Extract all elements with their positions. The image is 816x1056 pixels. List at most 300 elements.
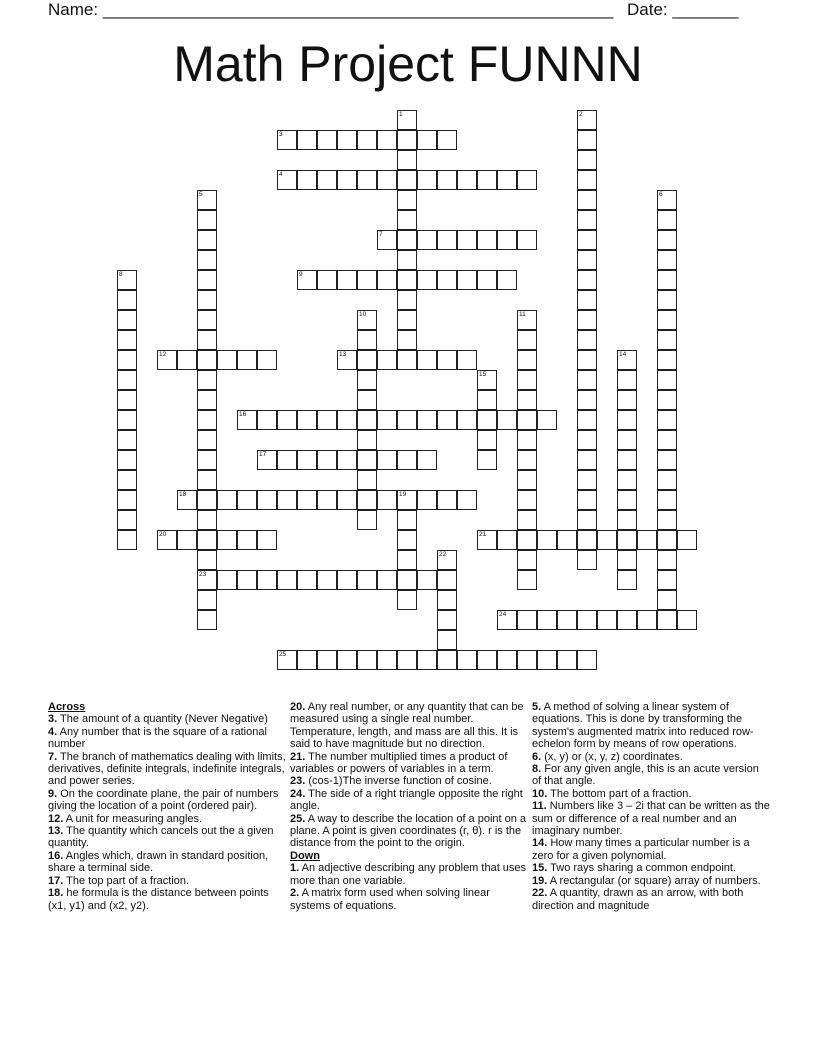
crossword-cell[interactable] — [397, 330, 417, 350]
crossword-cell[interactable] — [397, 230, 417, 250]
crossword-cell[interactable] — [497, 530, 517, 550]
crossword-cell[interactable] — [197, 410, 217, 430]
crossword-cell[interactable] — [617, 550, 637, 570]
crossword-cell[interactable] — [417, 230, 437, 250]
crossword-cell[interactable] — [377, 130, 397, 150]
crossword-cell[interactable] — [617, 570, 637, 590]
crossword-cell[interactable] — [437, 630, 457, 650]
clue-text: Angles which, drawn in standard position, share a terminal side. — [48, 849, 269, 875]
crossword-cell[interactable] — [497, 230, 517, 250]
crossword-cell[interactable] — [397, 210, 417, 230]
crossword-cell[interactable] — [357, 390, 377, 410]
crossword-cell[interactable] — [317, 130, 337, 150]
crossword-cell[interactable] — [657, 390, 677, 410]
crossword-cell[interactable] — [537, 410, 557, 430]
crossword-cell[interactable] — [277, 410, 297, 430]
clue-number-label: 10 — [359, 311, 367, 318]
clue-number: 11. — [532, 800, 547, 813]
crossword-cell[interactable] — [317, 570, 337, 590]
clue-number: 23. — [290, 775, 306, 788]
clue-number: 6. — [532, 750, 542, 763]
crossword-cell[interactable] — [457, 650, 477, 670]
crossword-cell[interactable] — [657, 370, 677, 390]
clue-text: The bottom part of a fraction. — [547, 787, 692, 800]
crossword-cell[interactable] — [397, 450, 417, 470]
crossword-cell[interactable] — [637, 530, 657, 550]
crossword-cell[interactable] — [437, 350, 457, 370]
crossword-cell[interactable] — [617, 370, 637, 390]
crossword-cell[interactable] — [397, 570, 417, 590]
crossword-cell[interactable] — [657, 550, 677, 570]
crossword-cell[interactable] — [617, 510, 637, 530]
clue-text: Any number that is the square of a rational number — [48, 725, 267, 751]
crossword-cell[interactable] — [517, 390, 537, 410]
crossword-cell[interactable] — [357, 350, 377, 370]
crossword-cell[interactable] — [477, 430, 497, 450]
clue-number-label: 3 — [279, 131, 283, 138]
crossword-cell[interactable] — [577, 370, 597, 390]
crossword-cell[interactable] — [597, 530, 617, 550]
crossword-cell[interactable] — [517, 610, 537, 630]
clue-text: The amount of a quantity (Never Negative) — [57, 713, 268, 726]
crossword-cell[interactable] — [437, 570, 457, 590]
crossword-cell[interactable] — [557, 530, 577, 550]
crossword-cell[interactable] — [257, 410, 277, 430]
crossword-cell[interactable] — [577, 290, 597, 310]
clue-text: Two rays sharing a common endpoint. — [547, 862, 737, 875]
crossword-cell[interactable] — [357, 470, 377, 490]
crossword-cell[interactable] — [397, 170, 417, 190]
crossword-cell[interactable] — [397, 410, 417, 430]
crossword-cell[interactable] — [397, 310, 417, 330]
crossword-cell[interactable] — [477, 410, 497, 430]
crossword-cell[interactable] — [537, 650, 557, 670]
crossword-cell[interactable] — [117, 370, 137, 390]
crossword-cell[interactable] — [237, 350, 257, 370]
crossword-cell[interactable] — [297, 170, 317, 190]
crossword-cell[interactable] — [477, 230, 497, 250]
crossword-cell[interactable] — [617, 530, 637, 550]
crossword-cell[interactable] — [197, 510, 217, 530]
crossword-cell[interactable] — [577, 610, 597, 630]
crossword-cell[interactable] — [657, 530, 677, 550]
crossword-cell[interactable] — [517, 350, 537, 370]
crossword-cell[interactable] — [357, 170, 377, 190]
crossword-cell[interactable] — [437, 130, 457, 150]
crossword-cell[interactable] — [577, 530, 597, 550]
crossword-cell[interactable] — [317, 450, 337, 470]
crossword-cell[interactable] — [177, 530, 197, 550]
crossword-cell[interactable] — [437, 230, 457, 250]
crossword-cell[interactable] — [457, 270, 477, 290]
crossword-cell[interactable] — [517, 550, 537, 570]
crossword-cell[interactable] — [197, 430, 217, 450]
crossword-cell[interactable] — [577, 270, 597, 290]
crossword-cell[interactable] — [417, 450, 437, 470]
crossword-cell[interactable] — [437, 270, 457, 290]
clue-item — [290, 813, 528, 850]
crossword-cell[interactable] — [357, 330, 377, 350]
crossword-cell[interactable] — [577, 210, 597, 230]
date-field-label: Date: _______ — [627, 0, 739, 19]
crossword-cell[interactable] — [577, 450, 597, 470]
crossword-cell[interactable] — [437, 610, 457, 630]
clue-item — [532, 862, 770, 874]
crossword-cell[interactable] — [257, 530, 277, 550]
crossword-cell[interactable] — [417, 130, 437, 150]
crossword-cell[interactable] — [357, 410, 377, 430]
crossword-cell[interactable] — [257, 570, 277, 590]
clue-text: (cos-1)The inverse function of cosine. — [305, 775, 492, 788]
crossword-cell[interactable] — [117, 470, 137, 490]
crossword-cell[interactable] — [657, 510, 677, 530]
crossword-cell[interactable] — [177, 350, 197, 370]
crossword-cell[interactable] — [657, 230, 677, 250]
clues-column-2 — [290, 701, 528, 912]
crossword-cell[interactable] — [557, 650, 577, 670]
crossword-cell[interactable] — [477, 650, 497, 670]
crossword-cell[interactable] — [197, 450, 217, 470]
crossword-cell[interactable] — [617, 450, 637, 470]
crossword-cell[interactable] — [417, 350, 437, 370]
crossword-cell[interactable] — [577, 150, 597, 170]
crossword-cell[interactable] — [657, 470, 677, 490]
clue-text: A way to describe the location of a point on a plane. A point is given coordinates (r, θ). r is the distance from the point to the origin. — [290, 812, 527, 850]
crossword-cell[interactable] — [397, 650, 417, 670]
crossword-cell[interactable] — [517, 370, 537, 390]
crossword-cell[interactable] — [377, 650, 397, 670]
crossword-cell[interactable] — [417, 270, 437, 290]
clue-number: 17. — [48, 874, 64, 887]
clue-number-label: 6 — [659, 191, 663, 198]
clue-item — [48, 887, 286, 912]
crossword-cell[interactable] — [657, 430, 677, 450]
crossword-cell[interactable] — [397, 250, 417, 270]
crossword-cell[interactable] — [357, 490, 377, 510]
crossword-cell[interactable] — [357, 650, 377, 670]
crossword-cell[interactable] — [477, 170, 497, 190]
crossword-cell[interactable] — [577, 250, 597, 270]
crossword-cell[interactable] — [537, 610, 557, 630]
clue-number: 5. — [532, 701, 542, 713]
crossword-cell[interactable] — [517, 230, 537, 250]
crossword-cell[interactable] — [577, 350, 597, 370]
crossword-cell[interactable] — [397, 590, 417, 610]
crossword-cell[interactable] — [577, 330, 597, 350]
clue-number: 9. — [48, 787, 58, 800]
crossword-cell[interactable] — [197, 310, 217, 330]
crossword-cell[interactable] — [197, 270, 217, 290]
crossword-cell[interactable] — [337, 650, 357, 670]
crossword-cell[interactable] — [337, 410, 357, 430]
crossword-cell[interactable] — [517, 510, 537, 530]
crossword-cell[interactable] — [337, 130, 357, 150]
crossword-cell[interactable] — [197, 230, 217, 250]
crossword-cell[interactable] — [417, 650, 437, 670]
crossword-cell[interactable] — [617, 410, 637, 430]
clue-number-label: 7 — [379, 231, 383, 238]
crossword-cell[interactable] — [657, 310, 677, 330]
crossword-cell[interactable] — [397, 190, 417, 210]
crossword-cell[interactable] — [637, 610, 657, 630]
crossword-cell[interactable] — [657, 450, 677, 470]
crossword-cell[interactable] — [617, 390, 637, 410]
page-title: Math Project FUNNN — [173, 36, 643, 92]
crossword-cell[interactable] — [197, 490, 217, 510]
crossword-cell[interactable] — [457, 350, 477, 370]
clue-text: An adjective describing any problem that uses more than one variable. — [290, 862, 527, 887]
crossword-cell[interactable] — [497, 270, 517, 290]
crossword-cell[interactable] — [337, 490, 357, 510]
crossword-cell[interactable] — [577, 550, 597, 570]
clue-number-label: 21 — [479, 531, 487, 538]
crossword-cell[interactable] — [577, 230, 597, 250]
crossword-cell[interactable] — [397, 150, 417, 170]
crossword-cell[interactable] — [117, 290, 137, 310]
crossword-cell[interactable] — [117, 450, 137, 470]
crossword-cell[interactable] — [457, 490, 477, 510]
crossword-cell[interactable] — [617, 470, 637, 490]
crossword-cell[interactable] — [357, 570, 377, 590]
crossword-cell[interactable] — [517, 330, 537, 350]
crossword-cell[interactable] — [377, 170, 397, 190]
crossword-cell[interactable] — [377, 410, 397, 430]
crossword-cell[interactable] — [217, 350, 237, 370]
crossword-cell[interactable] — [277, 490, 297, 510]
crossword-cell[interactable] — [497, 410, 517, 430]
crossword-cell[interactable] — [377, 450, 397, 470]
crossword-cell[interactable] — [317, 650, 337, 670]
crossword-cell[interactable] — [497, 170, 517, 190]
crossword-cell[interactable] — [337, 450, 357, 470]
crossword-cell[interactable] — [437, 170, 457, 190]
crossword-cell[interactable] — [657, 590, 677, 610]
crossword-cell[interactable] — [377, 490, 397, 510]
crossword-cell[interactable] — [657, 490, 677, 510]
crossword-cell[interactable] — [197, 390, 217, 410]
crossword-cell[interactable] — [317, 490, 337, 510]
crossword-cell[interactable] — [517, 650, 537, 670]
crossword-cell[interactable] — [377, 350, 397, 370]
clue-text: A matrix form used when solving linear systems of equations. — [290, 887, 490, 912]
crossword-cell[interactable] — [537, 530, 557, 550]
crossword-cell[interactable] — [657, 250, 677, 270]
crossword-cell[interactable] — [397, 510, 417, 530]
crossword-cell[interactable] — [657, 270, 677, 290]
crossword-cell[interactable] — [217, 570, 237, 590]
crossword-cell[interactable] — [657, 570, 677, 590]
crossword-cell[interactable] — [117, 410, 137, 430]
crossword-cell[interactable] — [577, 510, 597, 530]
crossword-cell[interactable] — [517, 570, 537, 590]
crossword-cell[interactable] — [577, 310, 597, 330]
clue-number: 15. — [532, 862, 548, 875]
crossword-cell[interactable] — [197, 590, 217, 610]
crossword-cell[interactable] — [557, 610, 577, 630]
crossword-cell[interactable] — [457, 230, 477, 250]
crossword-cell[interactable] — [577, 170, 597, 190]
crossword-cell[interactable] — [197, 370, 217, 390]
crossword-cell[interactable] — [477, 450, 497, 470]
crossword-cell[interactable] — [437, 650, 457, 670]
crossword-cell[interactable] — [217, 490, 237, 510]
crossword-cell[interactable] — [377, 270, 397, 290]
crossword-cell[interactable] — [577, 130, 597, 150]
crossword-cell[interactable] — [437, 410, 457, 430]
crossword-cell[interactable] — [657, 210, 677, 230]
clue-item — [48, 713, 286, 725]
crossword-cell[interactable] — [417, 570, 437, 590]
crossword-cell[interactable] — [197, 610, 217, 630]
clue-number: 22. — [532, 887, 548, 900]
crossword-cell[interactable] — [217, 530, 237, 550]
crossword-cell[interactable] — [577, 490, 597, 510]
clue-item — [48, 875, 286, 887]
clue-item — [290, 887, 528, 912]
clue-number-label: 1 — [399, 111, 403, 118]
crossword-cell[interactable] — [317, 170, 337, 190]
crossword-cell[interactable] — [117, 310, 137, 330]
crossword-cell[interactable] — [317, 270, 337, 290]
crossword-cell[interactable] — [437, 490, 457, 510]
crossword-cell[interactable] — [577, 430, 597, 450]
crossword-cell[interactable] — [457, 170, 477, 190]
crossword-cell[interactable] — [517, 490, 537, 510]
crossword-cell[interactable] — [517, 530, 537, 550]
crossword-cell[interactable] — [357, 270, 377, 290]
crossword-cell[interactable] — [337, 570, 357, 590]
crossword-cell[interactable] — [617, 610, 637, 630]
crossword-cell[interactable] — [337, 170, 357, 190]
crossword-cell[interactable] — [657, 350, 677, 370]
crossword-cell[interactable] — [577, 470, 597, 490]
crossword-cell[interactable] — [257, 490, 277, 510]
crossword-cell[interactable] — [357, 430, 377, 450]
crossword-cell[interactable] — [517, 170, 537, 190]
crossword-cell[interactable] — [517, 430, 537, 450]
crossword-cell[interactable] — [277, 570, 297, 590]
crossword-cell[interactable] — [197, 210, 217, 230]
crossword-cell[interactable] — [397, 550, 417, 570]
crossword-cell[interactable] — [197, 470, 217, 490]
crossword-cell[interactable] — [117, 430, 137, 450]
crossword-cell[interactable] — [237, 570, 257, 590]
clue-text: Any real number, or any quantity that can be measured using a single real number. Temperature, length, and mass are all this. It is said to have magnitude but no direction. — [290, 701, 524, 751]
crossword-cell[interactable] — [417, 410, 437, 430]
clue-item — [532, 875, 770, 887]
crossword-cell[interactable] — [417, 490, 437, 510]
clue-number-label: 19 — [399, 491, 407, 498]
crossword-cell[interactable] — [117, 330, 137, 350]
crossword-cell[interactable] — [577, 390, 597, 410]
clue-text: The number multiplied times a product of variables or powers of variables in a term. — [290, 750, 508, 776]
crossword-cell[interactable] — [457, 410, 477, 430]
crossword-cell[interactable] — [117, 350, 137, 370]
crossword-cell[interactable] — [197, 330, 217, 350]
crossword-cell[interactable] — [297, 410, 317, 430]
crossword-cell[interactable] — [117, 510, 137, 530]
crossword-cell[interactable] — [197, 530, 217, 550]
crossword-cell[interactable] — [277, 450, 297, 470]
crossword-cell[interactable] — [657, 410, 677, 430]
clue-number: 18. — [48, 887, 64, 900]
crossword-cell[interactable] — [497, 650, 517, 670]
crossword-cell[interactable] — [677, 530, 697, 550]
clue-text: he formula is the distance between points (x1, y1) and (x2, y2). — [48, 887, 269, 912]
crossword-cell[interactable] — [357, 370, 377, 390]
crossword-cell[interactable] — [617, 490, 637, 510]
crossword-cell[interactable] — [577, 190, 597, 210]
crossword-cell[interactable] — [297, 650, 317, 670]
crossword-cell[interactable] — [197, 290, 217, 310]
crossword-cell[interactable] — [397, 290, 417, 310]
clue-item — [48, 850, 286, 875]
crossword-cell[interactable] — [117, 390, 137, 410]
crossword-cell[interactable] — [677, 610, 697, 630]
clue-item — [290, 701, 528, 751]
crossword-cell[interactable] — [397, 530, 417, 550]
crossword-cell[interactable] — [377, 570, 397, 590]
crossword-cell[interactable] — [357, 130, 377, 150]
crossword-cell[interactable] — [117, 490, 137, 510]
crossword-cell[interactable] — [297, 450, 317, 470]
crossword-cell[interactable] — [517, 410, 537, 430]
down-heading: Down — [290, 849, 320, 862]
crossword-cell[interactable] — [577, 410, 597, 430]
crossword-cell[interactable] — [657, 290, 677, 310]
crossword-cell[interactable] — [597, 610, 617, 630]
crossword-cell[interactable] — [237, 490, 257, 510]
crossword-cell[interactable] — [197, 350, 217, 370]
crossword-cell[interactable] — [477, 270, 497, 290]
crossword-cell[interactable] — [477, 390, 497, 410]
crossword-cell[interactable] — [517, 450, 537, 470]
crossword-cell[interactable] — [657, 610, 677, 630]
clue-number-label: 8 — [119, 271, 123, 278]
clue-number: 20. — [290, 701, 306, 713]
crossword-cell[interactable] — [397, 350, 417, 370]
crossword-cell[interactable] — [297, 570, 317, 590]
crossword-cell[interactable] — [657, 330, 677, 350]
crossword-cell[interactable] — [357, 510, 377, 530]
crossword-cell[interactable] — [257, 350, 277, 370]
crossword-cell[interactable] — [417, 170, 437, 190]
crossword-cell[interactable] — [397, 270, 417, 290]
crossword-cell[interactable] — [437, 590, 457, 610]
crossword-cell[interactable] — [297, 130, 317, 150]
crossword-cell[interactable] — [197, 550, 217, 570]
crossword-cell[interactable] — [357, 450, 377, 470]
crossword-cell[interactable] — [237, 530, 257, 550]
crossword-cell[interactable] — [337, 270, 357, 290]
clue-number-label: 25 — [279, 651, 287, 658]
crossword-cell[interactable] — [397, 130, 417, 150]
crossword-cell[interactable] — [317, 410, 337, 430]
crossword-cell[interactable] — [197, 250, 217, 270]
clue-number: 3. — [48, 713, 58, 726]
crossword-cell[interactable] — [297, 490, 317, 510]
clue-number-label: 13 — [339, 351, 347, 358]
crossword-cell[interactable] — [117, 530, 137, 550]
crossword-cell[interactable] — [577, 650, 597, 670]
clue-item — [48, 825, 286, 850]
clue-text: The branch of mathematics dealing with limits, derivatives, definite integrals, indefinite integrals, and power series. — [48, 750, 286, 788]
crossword-cell[interactable] — [617, 430, 637, 450]
crossword-cell[interactable] — [517, 470, 537, 490]
clue-number: 24. — [290, 787, 306, 800]
clue-item — [532, 887, 770, 912]
clue-number-label: 2 — [579, 111, 583, 118]
